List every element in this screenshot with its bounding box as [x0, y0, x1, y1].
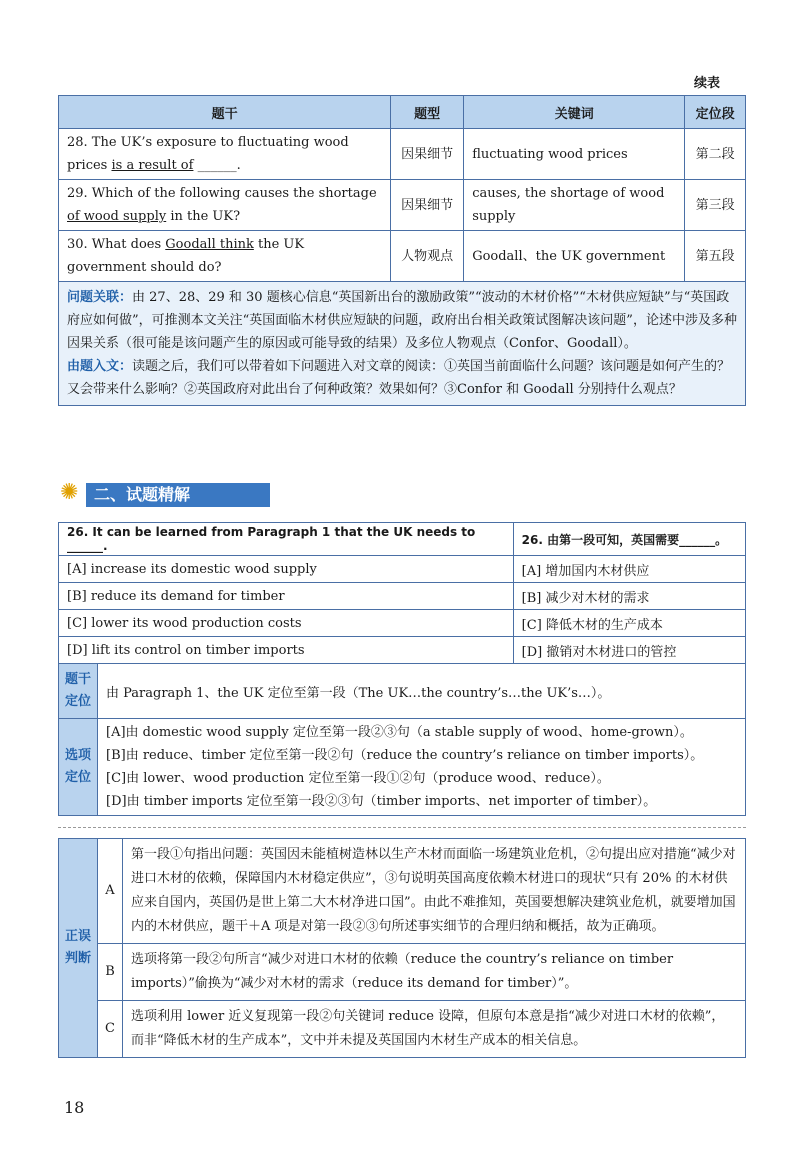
- stem-locate-text: 由 Paragraph 1、the UK 定位至第一段（The UK…the country’s…the UK’s…）。: [98, 664, 746, 719]
- option-en: [B] reduce its demand for timber: [59, 583, 514, 610]
- judgement-text: 选项利用 lower 近义复现第一段②句关键词 reduce 设障，但原句本意是指“减少对进口木材的依赖”，而非“降低木材的生产成本”，文中并未提及英国国内木材生产成本的相关信息。: [123, 1001, 746, 1058]
- judgement-row: [59, 1001, 746, 1058]
- option-cn: [B] 减少对木材的需求: [513, 583, 745, 610]
- col-header-keywords: 关键词: [464, 96, 685, 129]
- table-row: [59, 231, 746, 282]
- paragraph: 第五段: [685, 231, 746, 282]
- option-letter: A: [98, 839, 123, 944]
- note-reading-entry: 由题入文：读题之后，我们可以带着如下问题进入对文章的阅读：①英国当前面临什么问题？该问题是如何产生的？又会带来什么影响？②英国政府对此出台了何种政策？效果如何？③Confor 和 Goodall 分别持什么观点？: [67, 359, 731, 397]
- paragraph: 第二段: [685, 129, 746, 180]
- option-locate-line: [A]由 domestic wood supply 定位至第一段②③句（a stable supply of wood、home-grown）。: [106, 725, 693, 740]
- option-en: [C] lower its wood production costs: [59, 610, 514, 637]
- option-letter: C: [98, 1001, 123, 1058]
- option-cn: [D] 撤销对木材进口的管控: [513, 637, 745, 664]
- section-header: [60, 480, 270, 510]
- col-header-type: 题型: [391, 96, 464, 129]
- option-row: [59, 637, 746, 664]
- option-cn: [A] 增加国内木材供应: [513, 556, 745, 583]
- question-cn: 26. 由第一段可知，英国需要______。: [513, 523, 745, 556]
- paragraph: 第三段: [685, 180, 746, 231]
- keywords: causes, the shortage of wood supply: [464, 180, 685, 231]
- option-locate-line: [D]由 timber imports 定位至第一段②③句（timber imports、net importer of timber）。: [106, 794, 657, 809]
- divider: [58, 827, 746, 828]
- option-locate-label: 选项定位: [59, 719, 98, 816]
- continued-label: 续表: [693, 76, 720, 91]
- judgement-table: [58, 838, 746, 1058]
- judgement-row: [59, 839, 746, 944]
- note-question-link: 问题关联：由 27、28、29 和 30 题核心信息“英国新出台的激励政策”“波动的木材价格”“木材供应短缺”与“英国政府应如何做”，可推测本文关注“英国面临木材供应短缺的问题，政府出台相关政策试图解决该问题”，论述中涉及多种因果关系（很可能是该问题产生的原因或可能导致的结果）及多位人物观点（Confor、Goodall）。: [67, 290, 737, 351]
- table-row: [59, 180, 746, 231]
- question-type: 因果细节: [391, 129, 464, 180]
- question-type: 人物观点: [391, 231, 464, 282]
- table-header-row: [59, 96, 746, 129]
- keywords: fluctuating wood prices: [464, 129, 685, 180]
- lightbulb-icon: ✺: [60, 480, 79, 505]
- stem-locate-label: 题干定位: [59, 664, 98, 719]
- judgement-text: 第一段①句指出问题：英国因未能植树造林以生产木材而面临一场建筑业危机，②句提出应对措施“减少对进口木材的依赖，保障国内木材稳定供应”，③句说明英国高度依赖木材进口的现状“只有 20% 的木材供应来自国内，英国仍是世上第二大木材净进口国”。由此不难推知，英国要想解决建筑业危机，就要增加国内的木材供应，题干＋A 项是对第一段②③句所述事实细节的合理归纳和概括，故为正确项。: [123, 839, 746, 944]
- option-locate-row: [59, 719, 746, 816]
- section-title: 二、试题精解: [86, 483, 270, 507]
- page-number: 18: [64, 1098, 85, 1117]
- col-header-stem: 题干: [59, 96, 391, 129]
- question-en: 26. It can be learned from Paragraph 1 that the UK needs to ______.: [59, 523, 514, 556]
- judgement-text: 选项将第一段②句所言“减少对进口木材的依赖（reduce the country’s reliance on timber imports）”偷换为“减少对木材的需求（reduce its demand for timber）”。: [123, 944, 746, 1001]
- question-stem: 29. Which of the following causes the shortage of wood supply in the UK?: [59, 180, 391, 231]
- question-row: [59, 523, 746, 556]
- question-stem: 30. What does Goodall think the UK government should do?: [59, 231, 391, 282]
- table-row: [59, 129, 746, 180]
- option-locate-line: [C]由 lower、wood production 定位至第一段①②句（produce wood、reduce）。: [106, 771, 610, 786]
- option-locate-line: [B]由 reduce、timber 定位至第一段②句（reduce the country’s reliance on timber imports）。: [106, 748, 704, 763]
- note-row: [59, 282, 746, 406]
- judgement-label: 正误判断: [59, 839, 98, 1058]
- option-row: [59, 583, 746, 610]
- question-26-table: [58, 522, 746, 816]
- option-letter: B: [98, 944, 123, 1001]
- col-header-paragraph: 定位段: [685, 96, 746, 129]
- question-analysis-table: [58, 95, 746, 406]
- option-row: [59, 556, 746, 583]
- option-row: [59, 610, 746, 637]
- keywords: Goodall、the UK government: [464, 231, 685, 282]
- judgement-row: [59, 944, 746, 1001]
- note-cell: [59, 282, 746, 406]
- question-stem: 28. The UK’s exposure to fluctuating wood prices is a result of ______.: [59, 129, 391, 180]
- option-en: [D] lift its control on timber imports: [59, 637, 514, 664]
- option-locate-text: [98, 719, 746, 816]
- option-en: [A] increase its domestic wood supply: [59, 556, 514, 583]
- stem-locate-row: [59, 664, 746, 719]
- option-cn: [C] 降低木材的生产成本: [513, 610, 745, 637]
- question-type: 因果细节: [391, 180, 464, 231]
